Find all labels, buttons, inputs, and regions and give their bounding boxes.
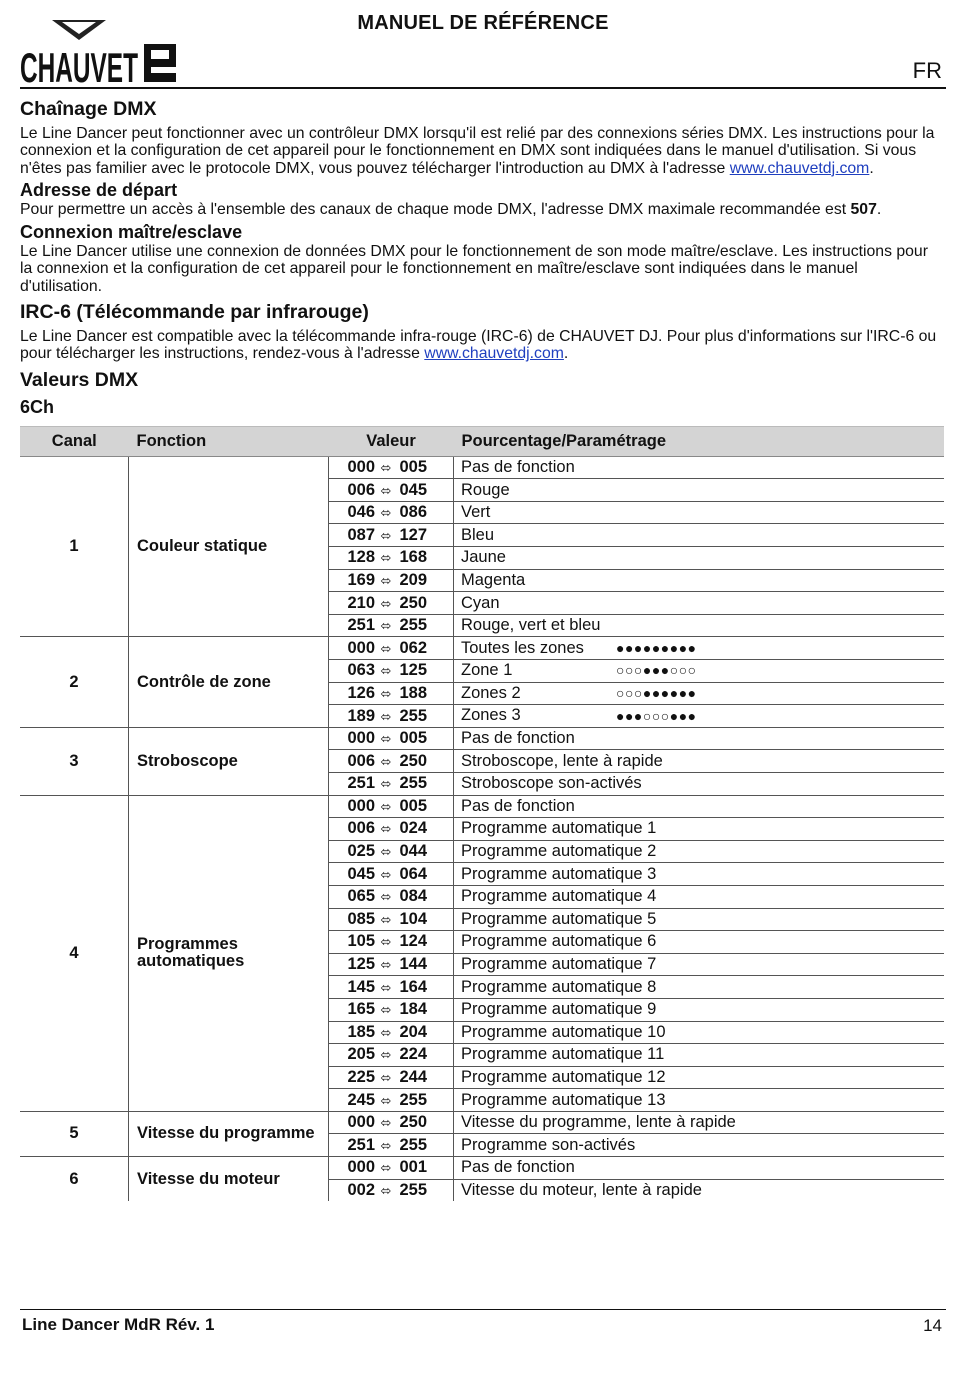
setting-label: Programme automatique 10 bbox=[461, 1022, 666, 1041]
value-to: 255 bbox=[399, 1180, 427, 1199]
footer-document-name: Line Dancer MdR Rév. 1 bbox=[22, 1315, 215, 1334]
value-to: 168 bbox=[399, 548, 427, 567]
cell-pourcentage bbox=[454, 637, 945, 660]
cell-valeur bbox=[329, 750, 454, 773]
cell-pourcentage bbox=[454, 660, 945, 683]
setting-label: Vitesse du programme, lente à rapide bbox=[461, 1113, 736, 1132]
range-arrow-icon: ⬄ bbox=[380, 889, 392, 905]
cell-pourcentage bbox=[454, 976, 945, 999]
range-arrow-icon: ⬄ bbox=[380, 595, 392, 611]
setting-label: Programme automatique 11 bbox=[461, 1045, 665, 1064]
value-from: 000 bbox=[347, 1158, 375, 1177]
value-from: 251 bbox=[347, 774, 375, 793]
cell-pourcentage bbox=[454, 863, 945, 886]
footer-divider bbox=[20, 1309, 946, 1310]
chauvetdj-link[interactable]: www.chauvetdj.com bbox=[729, 159, 870, 177]
value-from: 165 bbox=[347, 1000, 375, 1019]
cell-valeur bbox=[329, 1044, 454, 1067]
cell-valeur bbox=[329, 1179, 454, 1201]
range-arrow-icon: ⬄ bbox=[380, 527, 392, 543]
range-arrow-icon: ⬄ bbox=[380, 1182, 392, 1198]
value-from: 128 bbox=[347, 548, 375, 567]
max-address-value: 507 bbox=[850, 200, 877, 218]
cell-canal: 4 bbox=[20, 795, 129, 1111]
range-arrow-icon: ⬄ bbox=[380, 753, 392, 769]
cell-valeur bbox=[329, 885, 454, 908]
setting-label: Stroboscope, lente à rapide bbox=[461, 751, 663, 770]
table-row bbox=[20, 637, 944, 660]
setting-label: Vitesse du moteur, lente à rapide bbox=[461, 1180, 702, 1199]
range-arrow-icon: ⬄ bbox=[380, 979, 392, 995]
range-arrow-icon: ⬄ bbox=[380, 1002, 392, 1018]
cell-valeur bbox=[329, 840, 454, 863]
table-row bbox=[20, 1111, 944, 1134]
setting-label: Rouge, vert et bleu bbox=[461, 616, 601, 635]
range-arrow-icon: ⬄ bbox=[380, 776, 392, 792]
setting-label: Programme son-activés bbox=[461, 1135, 636, 1154]
cell-fonction: Stroboscope bbox=[129, 727, 329, 795]
value-from: 251 bbox=[347, 1135, 375, 1154]
cell-valeur bbox=[329, 547, 454, 570]
value-to: 255 bbox=[399, 706, 427, 725]
cell-valeur bbox=[329, 1157, 454, 1180]
dmx-mode-label: 6Ch bbox=[20, 396, 55, 417]
value-to: 005 bbox=[399, 457, 427, 476]
setting-label: Programme automatique 1 bbox=[461, 819, 657, 838]
heading-dmx-values: Valeurs DMX bbox=[20, 368, 139, 391]
value-from: 063 bbox=[347, 661, 375, 680]
cell-fonction: Contrôle de zone bbox=[129, 637, 329, 727]
cell-pourcentage bbox=[454, 772, 945, 795]
heading-dmx-linking: Chaînage DMX bbox=[20, 98, 157, 120]
range-arrow-icon: ⬄ bbox=[380, 663, 392, 679]
value-to: 001 bbox=[399, 1158, 427, 1177]
cell-fonction: Vitesse du moteur bbox=[129, 1157, 329, 1202]
value-to: 250 bbox=[399, 751, 427, 770]
cell-valeur bbox=[329, 1089, 454, 1112]
value-to: 255 bbox=[399, 1135, 427, 1154]
value-from: 002 bbox=[347, 1180, 375, 1199]
cell-pourcentage bbox=[454, 727, 945, 750]
cell-fonction: Vitesse du programme bbox=[129, 1111, 329, 1156]
cell-pourcentage bbox=[454, 1066, 945, 1089]
value-to: 250 bbox=[399, 593, 427, 612]
cell-valeur bbox=[329, 727, 454, 750]
value-from: 000 bbox=[347, 638, 375, 657]
heading-start-address: Adresse de départ bbox=[20, 179, 178, 200]
range-arrow-icon: ⬄ bbox=[380, 572, 392, 588]
cell-valeur bbox=[329, 479, 454, 502]
cell-valeur bbox=[329, 501, 454, 524]
svg-text:CHAUVET: CHAUVET bbox=[20, 44, 139, 91]
value-to: 104 bbox=[399, 909, 427, 928]
value-from: 225 bbox=[347, 1068, 375, 1086]
value-from: 087 bbox=[347, 525, 375, 544]
value-to: 005 bbox=[399, 729, 427, 748]
cell-valeur bbox=[329, 863, 454, 886]
value-to: 188 bbox=[399, 683, 427, 702]
range-arrow-icon: ⬄ bbox=[380, 708, 392, 724]
range-arrow-icon: ⬄ bbox=[380, 618, 392, 634]
setting-label: Pas de fonction bbox=[461, 1158, 575, 1177]
setting-label: Programme automatique 3 bbox=[461, 864, 657, 883]
paragraph-irc: Le Line Dancer est compatible avec la télécommande infra-rouge (IRC-6) de CHAUVET DJ. Pour plus d'informations sur l'IRC-6 ou pour télécharger les instructions, rendez-vous à l'adresse www.chauvetdj.com. bbox=[20, 328, 937, 363]
value-to: 164 bbox=[399, 977, 427, 996]
cell-pourcentage bbox=[454, 953, 945, 976]
cell-pourcentage bbox=[454, 456, 945, 479]
value-from: 185 bbox=[347, 1022, 375, 1041]
cell-valeur bbox=[329, 524, 454, 547]
value-to: 084 bbox=[399, 887, 427, 906]
value-to: 255 bbox=[399, 1090, 427, 1109]
cell-valeur bbox=[329, 772, 454, 795]
setting-label: Rouge bbox=[461, 480, 510, 499]
range-arrow-icon: ⬄ bbox=[380, 685, 392, 701]
value-from: 126 bbox=[347, 683, 375, 702]
cell-canal: 5 bbox=[20, 1111, 129, 1156]
value-to: 184 bbox=[399, 1000, 427, 1019]
value-to: 045 bbox=[399, 480, 427, 499]
value-to: 127 bbox=[399, 525, 427, 544]
cell-pourcentage bbox=[454, 998, 945, 1021]
value-from: 085 bbox=[347, 909, 375, 928]
header-fonction: Fonction bbox=[129, 426, 329, 456]
range-arrow-icon: ⬄ bbox=[380, 459, 392, 475]
range-arrow-icon: ⬄ bbox=[380, 866, 392, 882]
range-arrow-icon: ⬄ bbox=[380, 505, 392, 521]
cell-pourcentage bbox=[454, 592, 945, 615]
value-to: 209 bbox=[399, 570, 427, 589]
cell-pourcentage bbox=[454, 614, 945, 637]
cell-valeur bbox=[329, 1111, 454, 1134]
table-header-row bbox=[20, 426, 944, 456]
range-arrow-icon: ⬄ bbox=[380, 934, 392, 950]
header-valeur: Valeur bbox=[329, 426, 454, 456]
range-arrow-icon: ⬄ bbox=[380, 1070, 392, 1085]
value-to: 125 bbox=[399, 661, 427, 680]
cell-valeur bbox=[329, 795, 454, 818]
cell-pourcentage bbox=[454, 479, 945, 502]
value-to: 005 bbox=[399, 796, 427, 815]
setting-label: Programme automatique 7 bbox=[461, 955, 657, 974]
value-from: 189 bbox=[347, 706, 375, 725]
cell-canal: 6 bbox=[20, 1157, 129, 1202]
cell-valeur bbox=[329, 931, 454, 954]
cell-pourcentage bbox=[454, 1044, 945, 1067]
range-arrow-icon: ⬄ bbox=[380, 640, 392, 656]
value-from: 006 bbox=[347, 751, 375, 770]
cell-valeur bbox=[329, 998, 454, 1021]
value-from: 006 bbox=[347, 480, 375, 499]
setting-label: Programme automatique 4 bbox=[461, 887, 657, 906]
range-arrow-icon: ⬄ bbox=[380, 1092, 392, 1108]
cell-fonction: Couleur statique bbox=[129, 456, 329, 637]
value-from: 105 bbox=[347, 932, 375, 951]
value-to: 244 bbox=[399, 1068, 427, 1086]
setting-label: Magenta bbox=[461, 570, 526, 589]
table-row bbox=[20, 456, 944, 479]
heading-irc: IRC-6 (Télécommande par infrarouge) bbox=[20, 301, 369, 324]
document-title: MANUEL DE RÉFÉRENCE bbox=[357, 12, 609, 34]
value-to: 250 bbox=[399, 1113, 427, 1132]
value-from: 000 bbox=[347, 796, 375, 815]
cell-valeur bbox=[329, 456, 454, 479]
cell-valeur bbox=[329, 953, 454, 976]
page-content bbox=[20, 96, 944, 1201]
cell-pourcentage bbox=[454, 524, 945, 547]
value-from: 169 bbox=[347, 570, 375, 589]
value-from: 145 bbox=[347, 977, 375, 996]
cell-pourcentage bbox=[454, 1157, 945, 1180]
setting-label: Programme automatique 13 bbox=[461, 1090, 666, 1109]
cell-valeur bbox=[329, 976, 454, 999]
value-to: 024 bbox=[399, 819, 427, 838]
value-to: 062 bbox=[399, 638, 427, 657]
setting-label: Zones 3 bbox=[461, 706, 521, 725]
cell-pourcentage bbox=[454, 705, 945, 728]
setting-label: Vert bbox=[461, 503, 491, 522]
cell-valeur bbox=[329, 705, 454, 728]
page-number: 14 bbox=[923, 1316, 942, 1335]
cell-canal: 1 bbox=[20, 456, 129, 637]
setting-label: Pas de fonction bbox=[461, 796, 575, 815]
setting-label: Programme automatique 5 bbox=[461, 909, 657, 928]
range-arrow-icon: ⬄ bbox=[380, 957, 392, 973]
range-arrow-icon: ⬄ bbox=[380, 731, 392, 747]
cell-pourcentage bbox=[454, 931, 945, 954]
value-from: 245 bbox=[347, 1090, 375, 1109]
table-row bbox=[20, 795, 944, 818]
cell-pourcentage bbox=[454, 501, 945, 524]
cell-valeur bbox=[329, 908, 454, 931]
value-to: 224 bbox=[399, 1045, 427, 1064]
table-row bbox=[20, 727, 944, 750]
range-arrow-icon: ⬄ bbox=[380, 911, 392, 927]
range-arrow-icon: ⬄ bbox=[380, 798, 392, 814]
value-to: 044 bbox=[399, 842, 427, 861]
setting-label: Programme automatique 12 bbox=[461, 1068, 666, 1086]
zone-indicator-icon: ●●●○○○●●● bbox=[616, 707, 697, 724]
range-arrow-icon: ⬄ bbox=[380, 1137, 392, 1153]
setting-label: Zones 2 bbox=[461, 683, 521, 702]
cell-valeur bbox=[329, 1066, 454, 1089]
setting-label: Programme automatique 2 bbox=[461, 842, 657, 861]
cell-pourcentage bbox=[454, 750, 945, 773]
cell-pourcentage bbox=[454, 1111, 945, 1134]
cell-fonction: Programmes automatiques bbox=[129, 795, 329, 1111]
value-from: 205 bbox=[347, 1045, 375, 1064]
dmx-values-table bbox=[20, 426, 944, 1202]
value-to: 064 bbox=[399, 864, 427, 883]
cell-valeur bbox=[329, 818, 454, 841]
cell-pourcentage bbox=[454, 908, 945, 931]
cell-valeur bbox=[329, 1021, 454, 1044]
zone-indicator-icon: ○○○●●●○○○ bbox=[616, 662, 697, 679]
cell-pourcentage bbox=[454, 1021, 945, 1044]
range-arrow-icon: ⬄ bbox=[380, 844, 392, 860]
cell-pourcentage bbox=[454, 885, 945, 908]
setting-label: Pas de fonction bbox=[461, 457, 575, 476]
value-from: 000 bbox=[347, 729, 375, 748]
setting-label: Cyan bbox=[461, 593, 500, 612]
value-from: 125 bbox=[347, 955, 375, 974]
cell-pourcentage bbox=[454, 1134, 945, 1157]
zone-indicator-icon: ●●●●●●●●● bbox=[616, 639, 697, 656]
table-row bbox=[20, 1157, 944, 1180]
chauvetdj-link-irc[interactable]: www.chauvetdj.com bbox=[424, 345, 564, 363]
cell-pourcentage bbox=[454, 547, 945, 570]
setting-label: Bleu bbox=[461, 525, 495, 544]
language-code: FR bbox=[912, 58, 942, 83]
cell-pourcentage bbox=[454, 840, 945, 863]
value-to: 255 bbox=[399, 774, 427, 793]
range-arrow-icon: ⬄ bbox=[380, 1047, 392, 1063]
setting-label: Jaune bbox=[461, 548, 506, 567]
cell-pourcentage bbox=[454, 1179, 945, 1201]
header-canal: Canal bbox=[20, 426, 129, 456]
range-arrow-icon: ⬄ bbox=[380, 1115, 392, 1131]
cell-canal: 3 bbox=[20, 727, 129, 795]
value-to: 124 bbox=[399, 932, 427, 951]
value-to: 144 bbox=[399, 955, 427, 974]
value-from: 000 bbox=[347, 1113, 375, 1132]
cell-pourcentage bbox=[454, 795, 945, 818]
range-arrow-icon: ⬄ bbox=[380, 1160, 392, 1176]
value-to: 255 bbox=[399, 616, 427, 635]
cell-valeur bbox=[329, 614, 454, 637]
cell-valeur bbox=[329, 569, 454, 592]
cell-canal: 2 bbox=[20, 637, 129, 727]
setting-label: Programme automatique 9 bbox=[461, 1000, 657, 1019]
value-from: 006 bbox=[347, 819, 375, 838]
paragraph-start-address: Pour permettre un accès à l'ensemble des canaux de chaque mode DMX, l'adresse DMX maximale recommandée est 507. bbox=[20, 200, 882, 218]
cell-pourcentage bbox=[454, 1089, 945, 1112]
cell-pourcentage bbox=[454, 818, 945, 841]
cell-valeur bbox=[329, 1134, 454, 1157]
cell-valeur bbox=[329, 682, 454, 705]
value-from: 251 bbox=[347, 616, 375, 635]
cell-pourcentage bbox=[454, 682, 945, 705]
setting-label: Toutes les zones bbox=[461, 638, 584, 657]
cell-valeur bbox=[329, 637, 454, 660]
paragraph-dmx-linking: Le Line Dancer peut fonctionner avec un contrôleur DMX lorsqu'il est relié par des connexions séries DMX. Les instructions pour la connexion et la configuration de cet appareil pour le fonctionnement en DMX sont indiquées dans le manuel d'utilisation. Si vous n'êtes pas familier avec le protocole DMX, vous pouvez télécharger l'introduction au DMX à l'adresse www.chauvetdj.com. bbox=[20, 125, 935, 177]
cell-pourcentage bbox=[454, 569, 945, 592]
table-body bbox=[20, 456, 944, 1201]
range-arrow-icon: ⬄ bbox=[380, 1024, 392, 1040]
value-to: 204 bbox=[399, 1022, 427, 1041]
setting-label: Stroboscope son-activés bbox=[461, 774, 642, 793]
paragraph-master-slave: Le Line Dancer utilise une connexion de données DMX pour le fonctionnement de son mode maître/esclave. Les instructions pour la connexion et la configuration de cet appareil pour le fonctionnement en maître/esclave sont indiquées dans le manuel d'utilisation. bbox=[20, 243, 928, 295]
zone-indicator-icon: ○○○●●●●●● bbox=[616, 684, 697, 701]
setting-label: Zone 1 bbox=[461, 661, 513, 680]
setting-label: Programme automatique 8 bbox=[461, 977, 657, 996]
value-from: 025 bbox=[347, 842, 375, 861]
cell-valeur bbox=[329, 660, 454, 683]
value-to: 086 bbox=[399, 503, 427, 522]
range-arrow-icon: ⬄ bbox=[380, 482, 392, 498]
value-from: 065 bbox=[347, 887, 375, 906]
page-header bbox=[0, 0, 950, 90]
value-from: 045 bbox=[347, 864, 375, 883]
range-arrow-icon: ⬄ bbox=[380, 550, 392, 566]
header-divider bbox=[20, 87, 946, 89]
value-from: 000 bbox=[347, 457, 375, 476]
value-from: 046 bbox=[347, 503, 375, 522]
setting-label: Pas de fonction bbox=[461, 729, 575, 748]
setting-label: Programme automatique 6 bbox=[461, 932, 657, 951]
heading-master-slave: Connexion maître/esclave bbox=[20, 222, 243, 243]
cell-valeur bbox=[329, 592, 454, 615]
value-from: 210 bbox=[347, 593, 375, 612]
header-pourcentage: Pourcentage/Paramétrage bbox=[454, 426, 945, 456]
range-arrow-icon: ⬄ bbox=[380, 821, 392, 837]
